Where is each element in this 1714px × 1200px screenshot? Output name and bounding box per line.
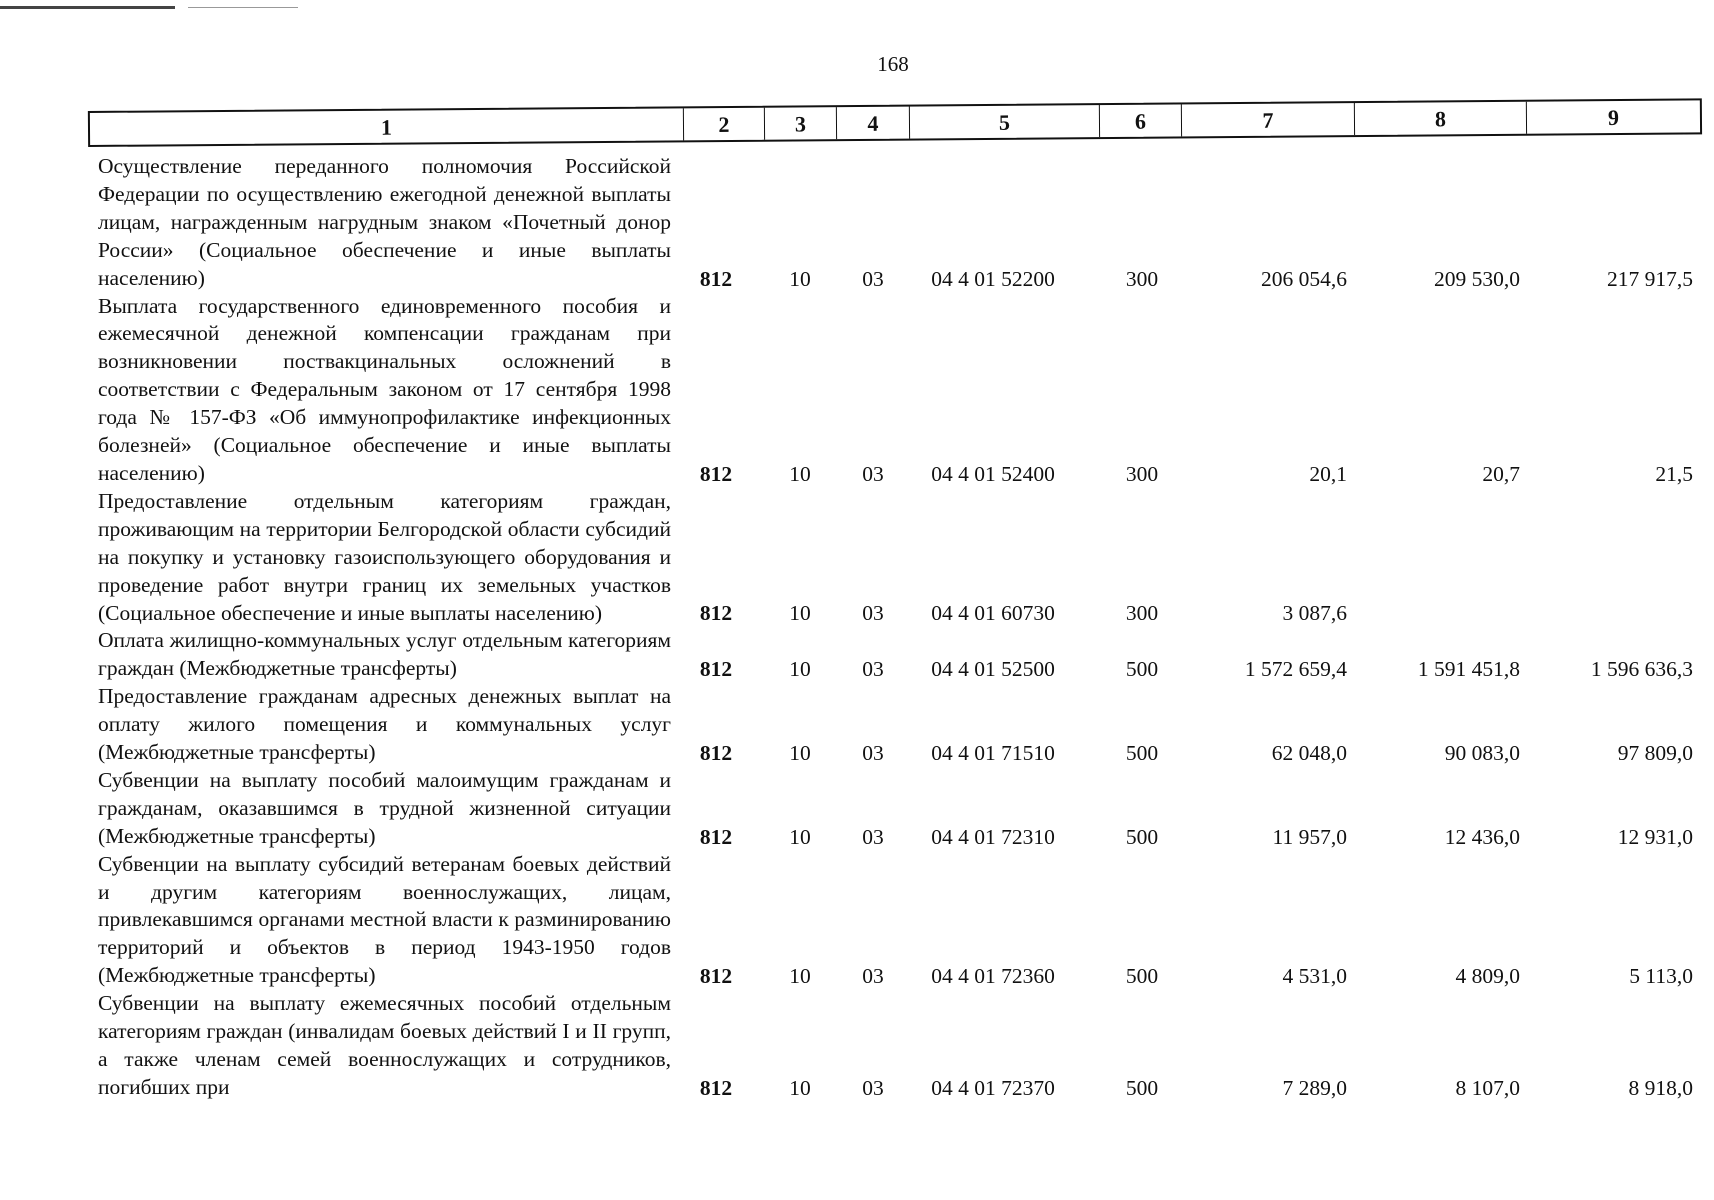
header-col-4: 4	[837, 107, 910, 140]
cell-col-3: 10	[789, 1075, 811, 1100]
cell-col-3: 10	[789, 266, 811, 291]
row-description: Оплата жилищно-коммунальных услуг отдельным категориям граждан (Межбюджетные трансферты)	[98, 628, 671, 681]
cell-col-2: 812	[699, 1075, 733, 1100]
table-row	[0, 851, 1714, 991]
cell-col-2: 812	[699, 964, 733, 989]
cell-col-8: 20,7	[1482, 461, 1520, 486]
cell-col-6: 500	[1125, 824, 1159, 849]
cell-col-6: 500	[1125, 1075, 1159, 1100]
cell-col-7: 20,1	[1309, 461, 1347, 486]
scan-artifact-line	[188, 7, 298, 8]
cell-col-7: 4 531,0	[1282, 964, 1347, 989]
cell-col-2: 812	[699, 461, 733, 486]
row-description: Выплата государственного единовременного пособия и ежемесячной денежной компенсации гражданам при возникновении поствакцинальных осложнений в соответствии с Федеральным законом от 17 сентября 1998 года № 157-ФЗ «Об иммунопрофилактике инфекционных болезней» (Социальное обеспечение и иные выплаты населению)	[98, 293, 671, 485]
cell-col-6: 300	[1125, 266, 1159, 291]
cell-col-3: 10	[789, 964, 811, 989]
cell-col-9: 12 931,0	[1617, 824, 1693, 849]
table-row	[0, 293, 1714, 488]
cell-col-4: 03	[862, 461, 884, 486]
row-description: Предоставление гражданам адресных денежных выплат на оплату жилого помещения и коммунальных услуг (Межбюджетные трансферты)	[98, 684, 671, 765]
row-description: Субвенции на выплату пособий малоимущим гражданам и гражданам, оказавшимся в трудной жизненной ситуации (Межбюджетные трансферты)	[98, 767, 671, 848]
table-body	[0, 153, 1714, 1102]
cell-col-2: 812	[699, 740, 733, 765]
row-description: Субвенции на выплату субсидий ветеранам боевых действий и другим категориям военнослужащих, лицам, привлекавшимся органами местной власти к разминированию территорий и объектов в период 1943-1950 годов (Межбюджетные трансферты)	[98, 851, 671, 988]
header-col-9: 9	[1607, 104, 1620, 131]
cell-col-8: 1 591 451,8	[1417, 657, 1520, 682]
cell-col-5: 04 4 01 72310	[931, 824, 1055, 849]
header-col-2: 2	[684, 108, 765, 141]
header-col-7: 7	[1182, 103, 1355, 136]
header-col-5: 5	[910, 105, 1100, 138]
cell-col-5: 04 4 01 72360	[931, 964, 1055, 989]
cell-col-7: 11 957,0	[1272, 824, 1347, 849]
header-col-3: 3	[765, 107, 837, 140]
cell-col-5: 04 4 01 52200	[931, 266, 1055, 291]
cell-col-6: 300	[1125, 601, 1159, 626]
cell-col-9: 97 809,0	[1617, 740, 1693, 765]
cell-col-8: 12 436,0	[1444, 824, 1520, 849]
row-description: Предоставление отдельным категориям граждан, проживающим на территории Белгородской области субсидий на покупку и установку газоиспользующего оборудования и проведение работ внутри границ их земельных участков (Социальное обеспечение и иные выплаты населению)	[98, 488, 671, 625]
cell-col-5: 04 4 01 60730	[931, 601, 1055, 626]
scan-artifact-line	[0, 6, 175, 9]
cell-col-8: 209 530,0	[1434, 266, 1520, 291]
cell-col-9: 21,5	[1655, 461, 1693, 486]
row-description: Осуществление переданного полномочия Российской Федерации по осуществлению ежегодной денежной выплаты лицам, награжденным нагрудным знаком «Почетный донор России» (Социальное обеспечение и иные выплаты населению)	[98, 154, 671, 290]
cell-col-6: 500	[1125, 657, 1159, 682]
cell-col-7: 1 572 659,4	[1244, 657, 1347, 682]
cell-col-9: 8 918,0	[1628, 1075, 1693, 1100]
cell-col-2: 812	[699, 657, 733, 682]
cell-col-4: 03	[862, 657, 884, 682]
cell-col-4: 03	[862, 601, 884, 626]
table-row	[0, 153, 1714, 293]
table-header	[88, 98, 1702, 147]
cell-col-7: 7 289,0	[1282, 1075, 1347, 1100]
cell-col-3: 10	[789, 601, 811, 626]
cell-col-3: 10	[789, 657, 811, 682]
table-row	[0, 683, 1714, 767]
cell-col-4: 03	[862, 1075, 884, 1100]
cell-col-6: 500	[1125, 740, 1159, 765]
cell-col-5: 04 4 01 72370	[931, 1075, 1055, 1100]
cell-col-8: 90 083,0	[1444, 740, 1520, 765]
cell-col-9: 217 917,5	[1607, 266, 1693, 291]
cell-col-2: 812	[699, 601, 733, 626]
cell-col-5: 04 4 01 52500	[931, 657, 1055, 682]
cell-col-7: 206 054,6	[1261, 266, 1347, 291]
cell-col-8: 4 809,0	[1455, 964, 1520, 989]
table-row	[0, 767, 1714, 851]
cell-col-4: 03	[862, 266, 884, 291]
table-row	[0, 990, 1714, 1102]
cell-col-8: 8 107,0	[1455, 1075, 1520, 1100]
cell-col-3: 10	[789, 461, 811, 486]
cell-col-4: 03	[862, 964, 884, 989]
header-col-1: 1	[90, 108, 684, 145]
cell-col-9: 5 113,0	[1629, 964, 1693, 989]
cell-col-6: 500	[1125, 964, 1159, 989]
row-description: Субвенции на выплату ежемесячных пособий отдельным категориям граждан (инвалидам боевых действий I и II групп, а также членам семей военнослужащих и сотрудников, погибших при	[98, 991, 671, 1099]
table-row	[0, 627, 1714, 683]
cell-col-7: 3 087,6	[1282, 601, 1347, 626]
cell-col-4: 03	[862, 824, 884, 849]
page-number: 168	[877, 52, 909, 76]
cell-col-9: 1 596 636,3	[1590, 657, 1693, 682]
cell-col-3: 10	[789, 824, 811, 849]
cell-col-3: 10	[789, 740, 811, 765]
table-row	[0, 488, 1714, 628]
header-col-8: 8	[1355, 102, 1527, 135]
cell-col-6: 300	[1125, 461, 1159, 486]
cell-col-2: 812	[699, 266, 733, 291]
cell-col-4: 03	[862, 740, 884, 765]
cell-col-2: 812	[699, 824, 733, 849]
header-col-6: 6	[1100, 104, 1182, 137]
cell-col-7: 62 048,0	[1271, 740, 1347, 765]
cell-col-5: 04 4 01 71510	[931, 740, 1055, 765]
cell-col-5: 04 4 01 52400	[931, 461, 1055, 486]
